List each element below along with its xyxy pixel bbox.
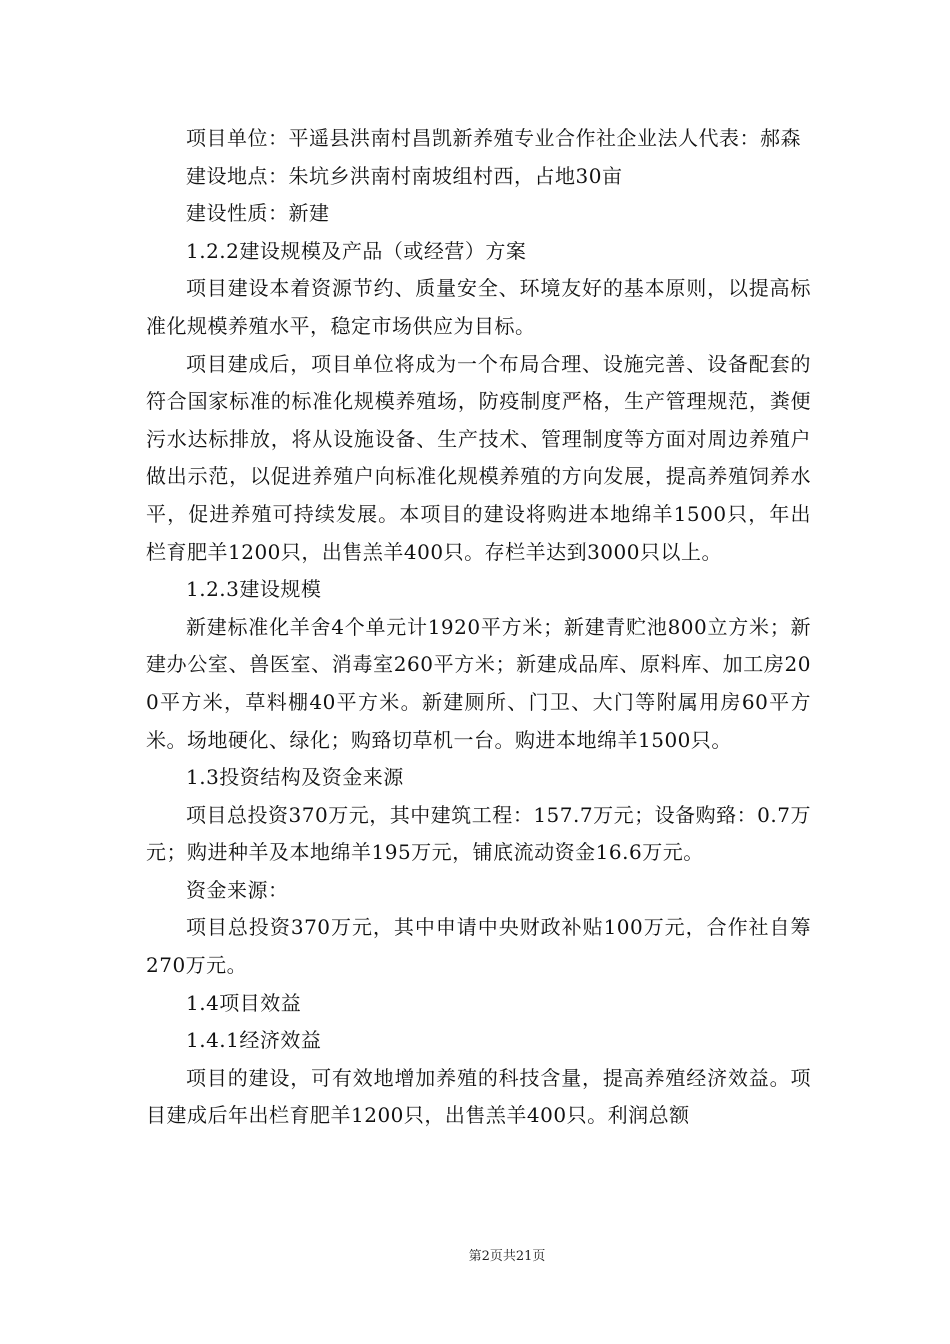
paragraph-construction-nature: 建设性质：新建: [186, 201, 330, 226]
section-heading-1-3: 1.3投资结构及资金来源: [186, 765, 404, 790]
paragraph-project-outcome: 项目建成后，项目单位将成为一个布局合理、设施完善、设备配套的符合国家标准的标准化规模养殖场，防疫制度严格，生产管理规范，粪便污水达标排放，将从设施设备、生产技术、管理制度等方面对周边养殖户做出示范，以促进养殖户向标准化规模养殖的方向发展，提高养殖饲养水平，促进养殖可持续发展。本项目的建设将购进本地绵羊1500只，年出栏育肥羊1200只，出售羔羊400只。存栏羊达到3000只以上。: [146, 351, 811, 564]
paragraph-construction-site: 建设地点：朱坑乡洪南村南坡组村西，占地30亩: [186, 163, 623, 188]
paragraph-principles: 项目建设本着资源节约、质量安全、环境友好的基本原则，以提高标准化规模养殖水平，稳定市场供应为目标。: [146, 276, 811, 338]
section-heading-1-4: 1.4项目效益: [186, 990, 302, 1015]
paragraph-funding-sources: 项目总投资370万元，其中申请中央财政补贴100万元，合作社自筹270万元。: [146, 915, 811, 978]
paragraph-construction-scale: 新建标准化羊舍4个单元计1920平方米；新建青贮池800立方米；新建办公室、兽医室、消毒室260平方米；新建成品库、原料库、加工房200平方米，草料棚40平方米。新建厕所、门卫、大门等附属用房60平方米。场地硬化、绿化；购臵切草机一台。购进本地绵羊1500只。: [146, 614, 811, 752]
document-body: [146, 120, 811, 1135]
section-heading-1-4-1: 1.4.1经济效益: [186, 1028, 322, 1053]
paragraph-economic-benefit: 项目的建设，可有效地增加养殖的科技含量，提高养殖经济效益。项目建成后年出栏育肥羊1200只，出售羔羊400只。利润总额: [146, 1065, 811, 1128]
section-heading-1-2-2: 1.2.2建设规模及产品（或经营）方案: [186, 238, 527, 263]
paragraph-project-unit: 项目单位：平遥县洪南村昌凯新养殖专业合作社企业法人代表：郝森: [186, 126, 801, 150]
page-number-footer: 第2页共21页: [468, 1249, 546, 1264]
section-heading-1-2-3: 1.2.3建设规模: [186, 577, 322, 602]
paragraph-funding-label: 资金来源：: [186, 877, 289, 902]
paragraph-investment: 项目总投资370万元，其中建筑工程：157.7万元；设备购臵：0.7万元；购进种羊及本地绵羊195万元，铺底流动资金16.6万元。: [146, 802, 811, 865]
